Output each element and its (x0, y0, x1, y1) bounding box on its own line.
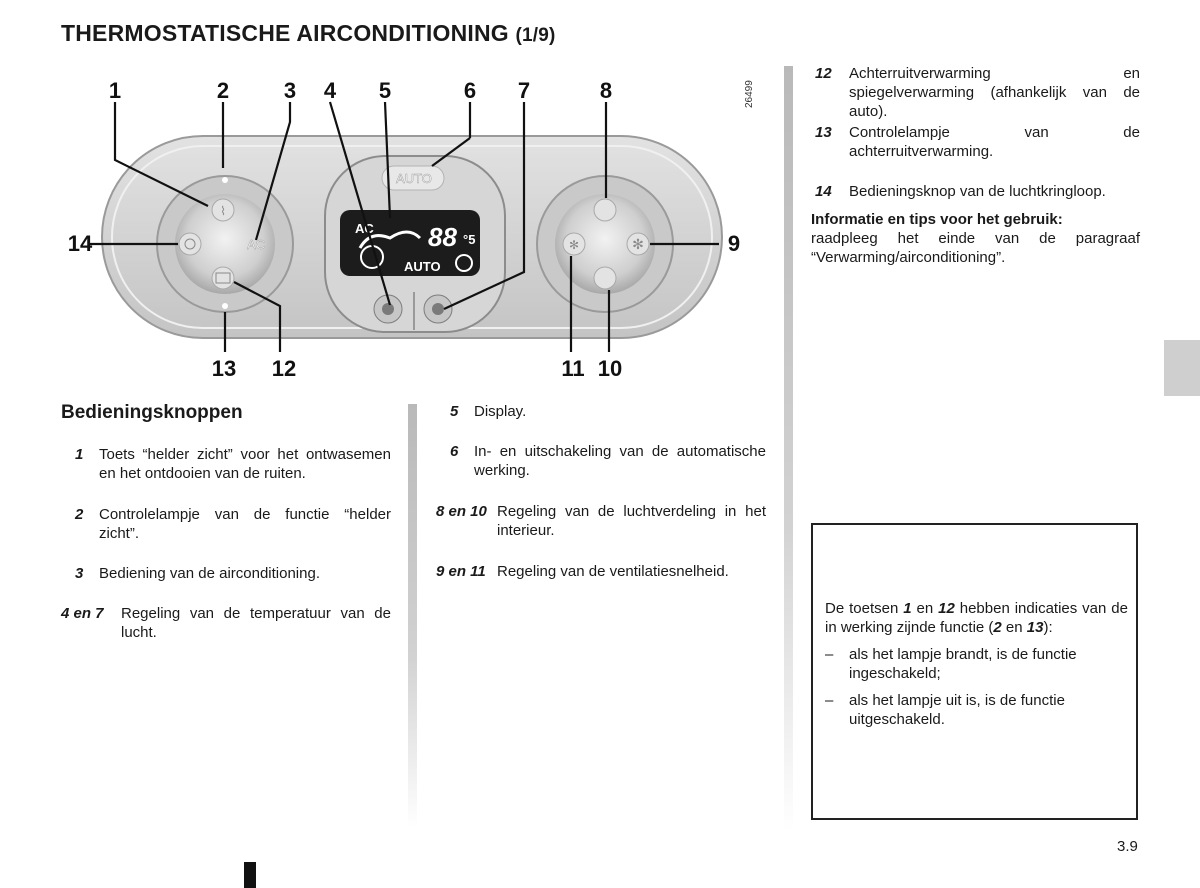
note-bullet (825, 691, 1128, 729)
item-text: In- en uitschakeling van de automatische werking. (474, 443, 766, 479)
list-item (811, 64, 1140, 120)
item-number: 8 en 10 (436, 503, 487, 520)
item-text: Regeling van de temperatuur van de lucht. (121, 605, 391, 641)
item-number: 4 en 7 (61, 605, 104, 622)
list-item (61, 604, 391, 644)
note-bullet (825, 645, 1128, 683)
callout-14: 14 (67, 231, 93, 256)
list-item (811, 182, 1140, 202)
note-text: De toetsen (825, 600, 904, 617)
helder-zicht-lamp (222, 177, 228, 183)
list-item (61, 445, 391, 485)
info-block (811, 210, 1140, 270)
control-panel-figure (60, 60, 780, 390)
item-number: 1 (75, 446, 84, 463)
note-key: 1 (903, 600, 912, 617)
rear-heater-lamp (222, 303, 228, 309)
item-number: 2 (75, 506, 84, 523)
crop-mark (244, 862, 256, 888)
info-title: Informatie en tips voor het gebruik: (811, 211, 1063, 228)
callout-12: 12 (271, 356, 297, 381)
callout-7: 7 (517, 78, 531, 103)
item-text: Toets “helder zicht” voor het ontwasemen en het ontdooien van de ruiten. (99, 446, 391, 482)
bullet-text: als het lampje uit is, is de functie uitgeschakeld. (849, 692, 1065, 728)
bullet-text: als het lampje brandt, is de functie ingeschakeld; (849, 646, 1077, 682)
page-number: 3.9 (1117, 838, 1138, 855)
column-divider-right (784, 66, 793, 832)
list-item (436, 502, 766, 542)
list-item (61, 564, 391, 584)
callout-4: 4 (323, 78, 337, 103)
note-text: hebben indicaties van de in werking zijnde functie ( (825, 600, 1128, 636)
column-divider-middle (408, 404, 417, 828)
item-number: 9 en 11 (436, 563, 486, 580)
svg-text:✻: ✻ (568, 238, 580, 252)
note-intro (825, 599, 1128, 637)
item-number: 14 (815, 183, 832, 200)
note-text: en (1001, 619, 1027, 636)
auto-button-label: AUTO (396, 171, 432, 186)
item-text: Achterruitverwarming en spiegelverwarming (afhankelijk van de auto). (849, 65, 1140, 120)
item-number: 6 (450, 443, 459, 460)
callout-3: 3 (283, 78, 297, 103)
callout-6: 6 (463, 78, 477, 103)
callout-9: 9 (727, 231, 741, 256)
chapter-tab (1164, 340, 1200, 396)
item-number: 3 (75, 565, 84, 582)
item-text: Controlelampje van de achterruitverwarming. (849, 124, 1140, 160)
list-item (436, 402, 766, 422)
display-auto-text: AUTO (404, 259, 441, 274)
callout-8: 8 (599, 78, 613, 103)
item-number: 12 (815, 65, 832, 82)
bullet-dash: – (825, 646, 834, 663)
page-title (61, 20, 556, 47)
info-text: raadpleeg het einde van de paragraaf “Verwarming/airconditioning”. (811, 230, 1140, 266)
item-text: Controlelampje van de functie “helder zicht”. (99, 506, 391, 542)
svg-text:⌇: ⌇ (220, 204, 226, 218)
svg-text:✻: ✻ (632, 237, 644, 253)
section-heading: Bedieningsknoppen (61, 402, 243, 423)
callout-5: 5 (378, 78, 392, 103)
note-box (811, 523, 1138, 820)
note-key: 2 (993, 619, 1002, 636)
note-text: ): (1043, 619, 1053, 636)
display-ac-text: AC (355, 221, 374, 236)
item-number: 13 (815, 124, 832, 141)
note-box-content (825, 599, 1128, 729)
callout-1: 1 (108, 78, 122, 103)
page-counter: (1/9) (515, 25, 556, 46)
list-item (436, 562, 766, 582)
bullet-dash: – (825, 692, 834, 709)
item-text: Regeling van de ventilatiesnelheid. (497, 563, 729, 580)
ac-button-label: AC (246, 237, 266, 252)
callout-13: 13 (211, 356, 237, 381)
callout-10: 10 (597, 356, 623, 381)
note-key: 13 (1026, 619, 1044, 636)
callout-11: 11 (561, 356, 585, 381)
figure-reference-code: 26499 (744, 80, 755, 108)
list-item (61, 505, 391, 545)
item-number: 5 (450, 403, 459, 420)
display-temp-text: 88 (428, 222, 457, 252)
control-panel-illustration (60, 60, 780, 390)
item-text: Bediening van de airconditioning. (99, 565, 320, 582)
note-key: 12 (938, 600, 955, 617)
list-item (436, 442, 766, 482)
item-text: Display. (474, 403, 527, 420)
item-text: Regeling van de luchtverdeling in het interieur. (497, 503, 766, 539)
page-title-text: THERMOSTATISCHE AIRCONDITIONING (61, 20, 509, 46)
note-text: en (911, 600, 939, 617)
item-text: Bedieningsknop van de luchtkringloop. (849, 183, 1106, 200)
callout-2: 2 (216, 78, 230, 103)
list-item (811, 123, 1140, 163)
display-unit-text: °5 (463, 232, 476, 247)
